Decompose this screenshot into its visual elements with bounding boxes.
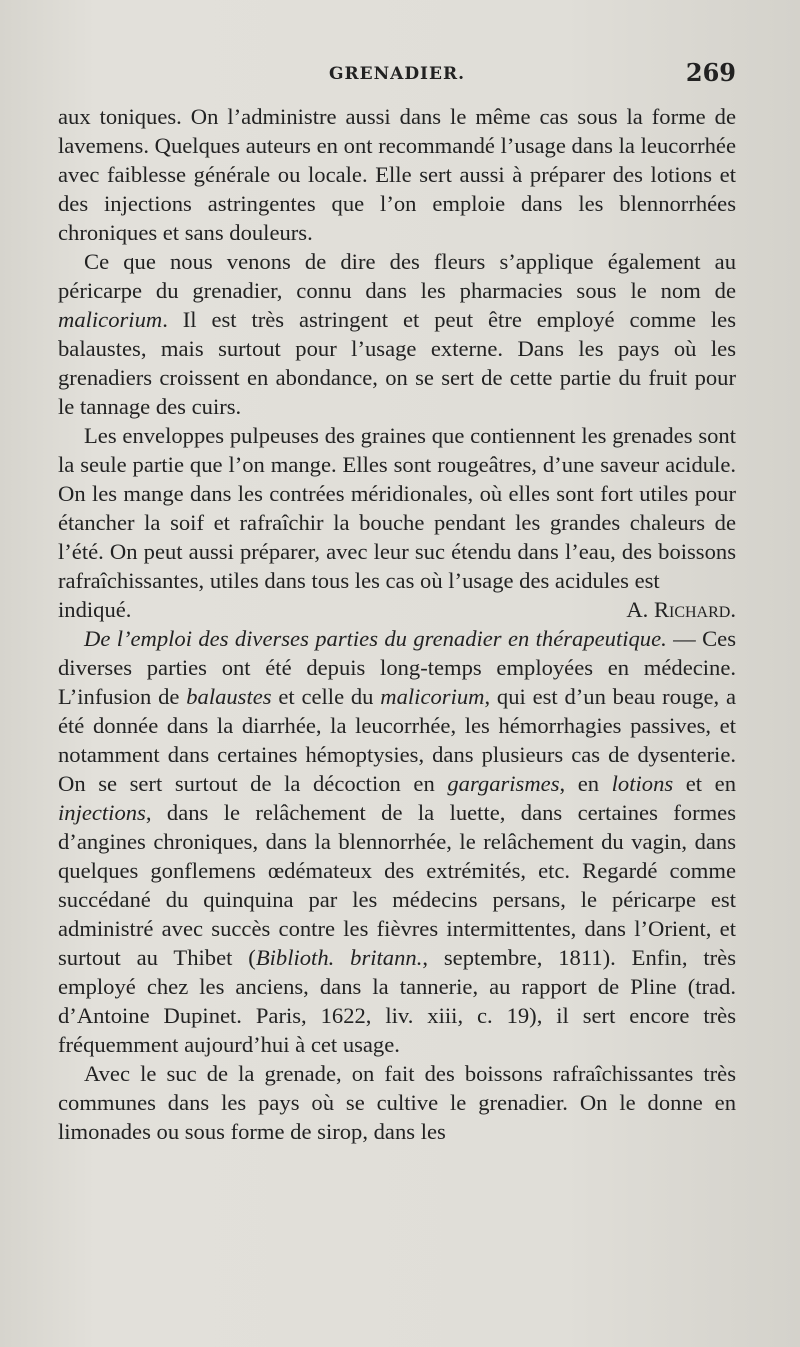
term-malicorium-2: malicorium — [380, 684, 485, 709]
section-heading: De l’emploi des diverses parties du grenadier en thérapeutique. — [84, 626, 667, 651]
signature-name: Richard. — [653, 597, 736, 622]
term-malicorium: malicorium — [58, 307, 163, 332]
page-number: 269 — [685, 58, 736, 87]
paragraph-2-text-b: . Il est très astringent et peut être employé comme les balaustes, mais surtout pour l’usage externe. Dans les pays où les grenadiers croissent en abondance, on se sert de cette partie du fruit pour le tannage des cuirs. — [58, 307, 736, 419]
paragraph-4-text-c: , qui est d’un beau rouge, a été donnée dans la diarrhée, la leucorrhée, les hémorrhagies passives, et notamment dans certaines hémoptysies, dans plusieurs cas de dysenterie. On se sert surtout de la décoction en — [58, 684, 736, 796]
term-balaustes: balaustes — [186, 684, 272, 709]
citation-bibliotheque: Biblioth. britann. — [255, 945, 423, 970]
paragraph-1: aux toniques. On l’administre aussi dans le même cas sous la forme de lavemens. Quelques auteurs en ont recommandé l’usage dans la leucorrhée avec faiblesse générale ou locale. Elle sert aussi à préparer des lotions et des injections astringentes que l’on emploie dans les blennorrhées chroniques et sans douleurs. — [58, 104, 736, 245]
paragraph-4-text-f: , dans le relâchement de la luette, dans certaines formes d’angines chroniques, dans la blennorrhée, le relâchement du vagin, dans quelques gonflemens œdémateux des extrémités, etc. Regardé comme succédané du quinquina par les médecins persans, le péricarpe est administré avec succès contre les fièvres intermittentes, dans l’Orient, et surtout au Thibet ( — [58, 800, 736, 970]
term-lotions: lotions — [611, 771, 674, 796]
paragraph-2 — [58, 247, 736, 421]
running-head — [58, 58, 736, 102]
paragraph-4-text-e: et en — [673, 771, 736, 796]
body-text — [58, 102, 736, 1146]
paragraph-4-text-d: , en — [559, 771, 612, 796]
paragraph-5: Avec le suc de la grenade, on fait des boissons rafraîchissantes très communes dans les pays où se cultive le grenadier. On le donne en limonades ou sous forme de sirop, dans les — [58, 1061, 736, 1144]
paragraph-4-text-a: — Ces diverses parties ont été depuis long-temps employées en médecine. L’infusion de — [58, 626, 736, 709]
paragraph-3: Les enveloppes pulpeuses des graines que contiennent les grenades sont la seule partie que l’on mange. Elles sont rougeâtres, d’une saveur acidule. On les mange dans les contrées méridionales, où elles sont fort utiles pour étancher la soif et rafraîchir la bouche pendant les grandes chaleurs de l’été. On peut aussi préparer, avec leur suc étendu dans l’eau, des boissons rafraîchissantes, utiles dans tous les cas où l’usage des acidules est — [58, 423, 736, 593]
paragraph-3-last-word: indiqué. — [58, 597, 132, 622]
term-injections: injections — [58, 800, 146, 825]
paragraph-4 — [58, 624, 736, 1059]
paragraph-4-text-g: , septembre, 1811). Enfin, très employé chez les anciens, dans la tannerie, au rapport de Pline (trad. d’Antoine Dupinet. Paris, 1622, liv. xiii, c. 19), il sert encore très fréquemment aujourd’hui à cet usage. — [58, 945, 736, 1057]
term-gargarismes: gargarismes — [447, 771, 560, 796]
author-signature — [626, 595, 736, 624]
paragraph-4-text-b: et celle du — [271, 684, 381, 709]
running-title: GRENADIER. — [328, 64, 466, 84]
signature-line — [58, 595, 736, 624]
paragraph-2-text-a: Ce que nous venons de dire des fleurs s’applique également au péricarpe du grenadier, connu dans les pharmacies sous le nom de — [58, 249, 736, 303]
signature-initial: A. — [626, 597, 649, 622]
